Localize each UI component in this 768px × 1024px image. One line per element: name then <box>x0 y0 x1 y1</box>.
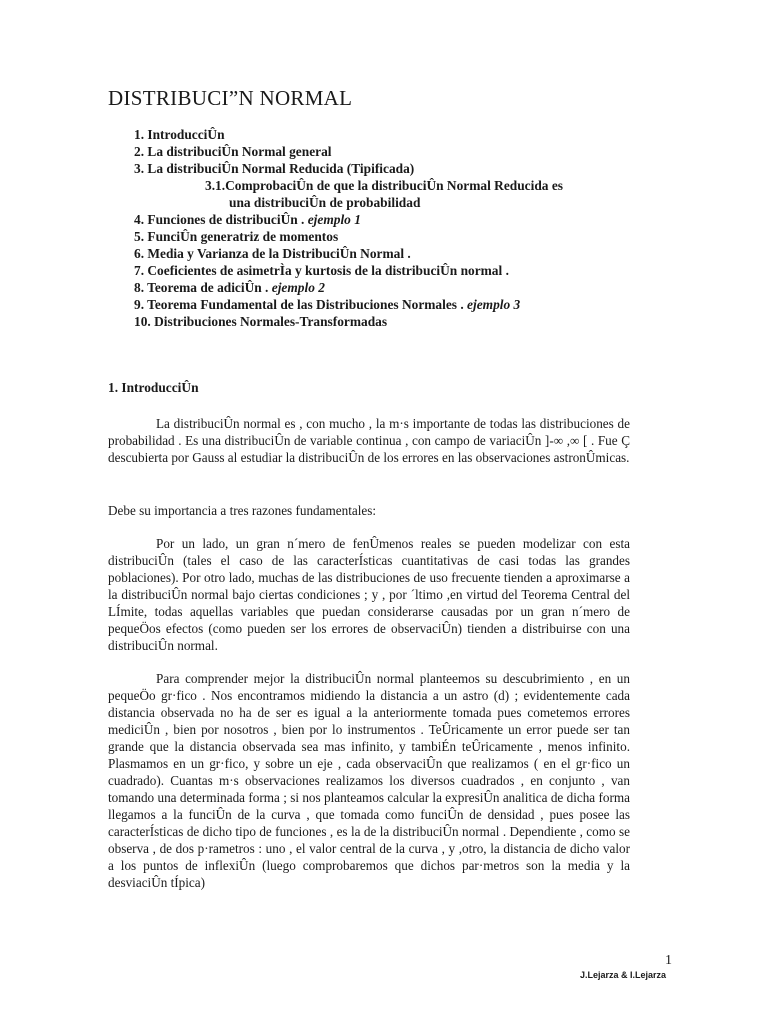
toc-item: 2. La distribuciÛn Normal general <box>134 144 332 159</box>
page-title: DISTRIBUCI”N NORMAL <box>108 86 353 110</box>
toc-item: 1. IntroducciÛn <box>134 127 225 142</box>
paragraph <box>108 670 630 891</box>
toc-item: 4. Funciones de distribuciÛn . ejemplo 1 <box>134 212 361 227</box>
paragraph-text: Debe su importancia a tres razones fundamentales: <box>108 503 377 518</box>
toc-item: 5. FunciÛn generatriz de momentos <box>134 229 339 244</box>
toc-example-label: ejemplo 2 <box>271 280 325 295</box>
paragraph-text: La distribuciÛn normal es , con mucho , la m·s importante de todas las distribuciones de probabilidad . Es una distribuciÛn de variable continua , con campo de variaciÛn ]-∞ ,∞ [ . Fue Ç descubierta por Gauss al estudiar la distribuciÛn de los errores en las observaciones astronÛmicas. <box>108 416 630 465</box>
paragraph-text: Para comprender mejor la distribuciÛn normal planteemos su descubrimiento , en un pequeÖo gr·fico . Nos encontramos midiendo la distancia a un astro (d) ; evidentemente cada distancia observada no ha de ser es igual a la anteriormente tomada pues cometemos errores mediciÛn , bien por nosotros , bien por lo instrumentos . TeÛricamente un error puede ser tan grande que la distancia observada sea mas infinito, y tambiÉn teÛricamente , menos infinito. Plasmamos en un gr·fico, y sobre un eje , cada observaciÛn que realizamos ( en el gr·fico un cuadrado). Cuantas m·s observaciones realizamos los diversos cuadrados , en conjunto , van tomando una determinada forma ; si nos planteamos calcular la expresiÛn analitica de dicha forma llegamos a la funciÛn de la curva , que tomada como funciÛn de densidad , pues posee las caracterÍsticas de dicho tipo de funciones , es la de la distribuciÛn normal . Dependiente , como se observa , de dos p·rametros : uno , el valor central de la curva , y ,otro, la distancia de dicho valor a los puntos de inflexiÛn (luego comprobaremos que dichos par·metros son la media y la desviaciÛn tÍpica) <box>108 671 630 890</box>
page-number: 1 <box>665 953 672 968</box>
toc-example-label: ejemplo 3 <box>467 297 521 312</box>
section-heading: 1. IntroducciÛn <box>108 380 199 395</box>
toc-item: 10. Distribuciones Normales-Transformadas <box>134 314 388 329</box>
paragraph <box>108 502 630 519</box>
toc-item: 8. Teorema de adiciÛn . ejemplo 2 <box>134 280 325 295</box>
paragraph <box>108 415 630 466</box>
paragraph-text: Por un lado, un gran n´mero de fenÛmenos reales se pueden modelizar con esta distribuciÛn (tales el caso de las caracterÍsticas cuantitativas de casi todas las grandes poblaciones). Por otro lado, muchas de las distribuciones de uso frecuente tienden a aproximarse a la distribuciÛn normal bajo ciertas condiciones ; y , por ´ltimo ,en virtud del Teorema Central del LÍmite, todas aquellas variables que puedan considerarse causadas por un gran n´mero de pequeÖos efectos (como pueden ser los errores de observaciÛn) tienden a distribuirse con una distribuciÛn normal. <box>108 536 630 653</box>
toc-subitem: 3.1.ComprobaciÛn de que la distribuciÛn Normal Reducida es <box>205 178 563 193</box>
toc-example-label: ejemplo 1 <box>307 212 361 227</box>
toc-item: 3. La distribuciÛn Normal Reducida (Tipificada) <box>134 161 415 176</box>
paragraph <box>108 535 630 654</box>
toc-item: 7. Coeficientes de asimetrÌa y kurtosis de la distribuciÛn normal . <box>134 263 509 278</box>
toc-subitem-continuation: una distribuciÛn de probabilidad <box>229 195 421 210</box>
footer-authors: J.Lejarza & I.Lejarza <box>580 970 667 980</box>
toc-item: 9. Teorema Fundamental de las Distribuciones Normales . ejemplo 3 <box>134 297 521 312</box>
toc-item: 6. Media y Varianza de la DistribuciÛn Normal . <box>134 246 411 261</box>
